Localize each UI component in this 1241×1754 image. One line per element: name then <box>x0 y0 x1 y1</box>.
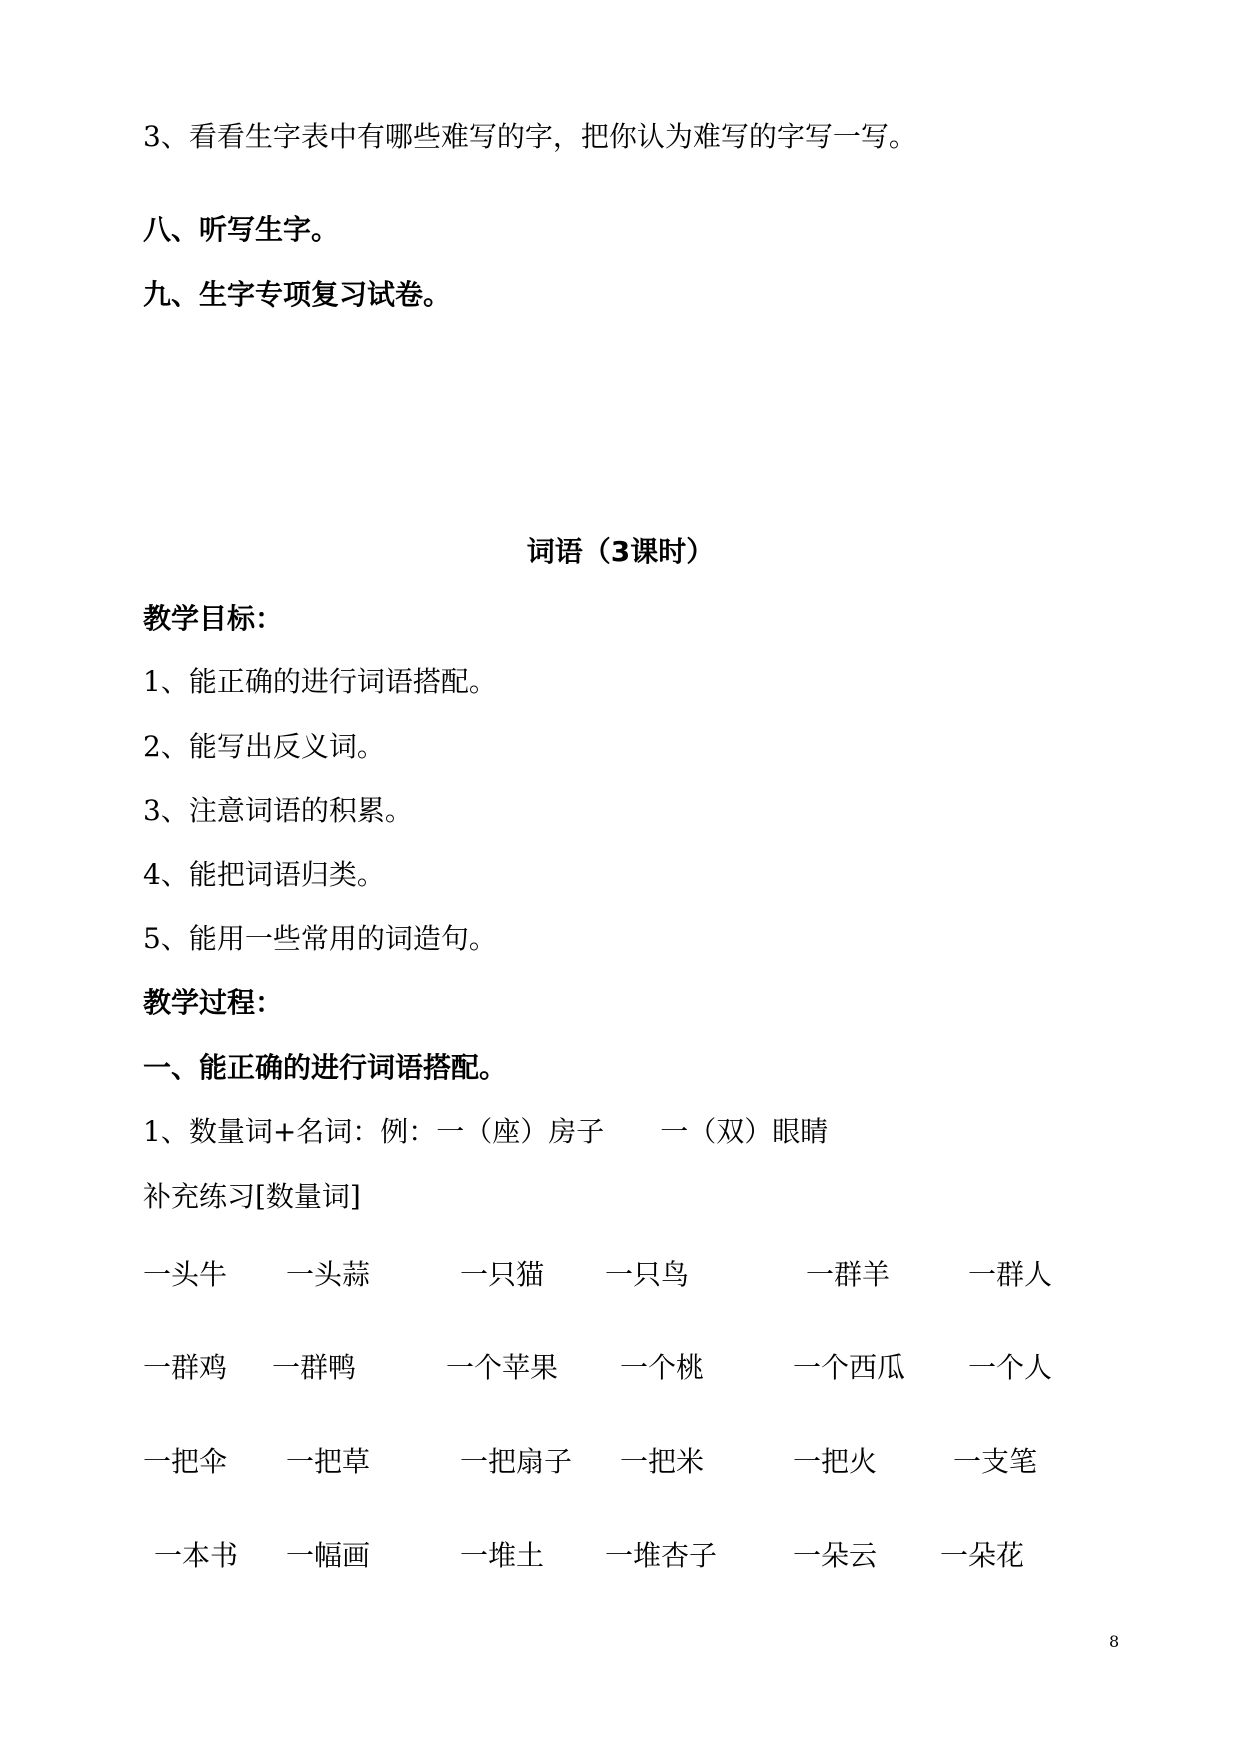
word-item: 一把扇子 <box>460 1445 573 1478</box>
goals-heading: 教学目标： <box>143 602 284 635</box>
instruction-item-3: 3、看看生字表中有哪些难写的字，把你认为难写的字写一写。 <box>143 120 917 153</box>
lesson-title: 词语（3课时） <box>526 535 715 568</box>
goal-item: 3、注意词语的积累。 <box>143 794 413 827</box>
word-item: 一个苹果 <box>446 1351 559 1384</box>
word-item: 一头蒜 <box>286 1258 371 1291</box>
word-item: 一堆土 <box>460 1539 545 1572</box>
word-item: 一把伞 <box>143 1445 228 1478</box>
word-item: 一头牛 <box>143 1258 228 1291</box>
word-item: 一把火 <box>793 1445 878 1478</box>
word-item: 一个桃 <box>620 1351 705 1384</box>
word-item: 一群人 <box>968 1258 1053 1291</box>
section-heading-1: 一、能正确的进行词语搭配。 <box>143 1051 508 1084</box>
page-number: 8 <box>1109 1632 1120 1651</box>
word-item: 一个西瓜 <box>793 1351 906 1384</box>
section-heading-9: 九、生字专项复习试卷。 <box>143 278 452 311</box>
word-item: 一本书 <box>154 1539 239 1572</box>
word-item: 一群鸭 <box>272 1351 357 1384</box>
word-item: 一支笔 <box>953 1445 1038 1478</box>
word-item: 一把米 <box>620 1445 705 1478</box>
word-item: 一只猫 <box>460 1258 545 1291</box>
word-item: 一把草 <box>286 1445 371 1478</box>
word-item: 一个人 <box>968 1351 1053 1384</box>
word-item: 一群羊 <box>806 1258 891 1291</box>
word-item: 一朵花 <box>940 1539 1025 1572</box>
section-heading-8: 八、听写生字。 <box>143 213 340 246</box>
goal-item: 5、能用一些常用的词造句。 <box>143 922 497 955</box>
word-item: 一幅画 <box>286 1539 371 1572</box>
word-item: 一朵云 <box>793 1539 878 1572</box>
example-line: 1、数量词+名词：例：一（座）房子 一（双）眼睛 <box>143 1115 829 1148</box>
goal-item: 1、能正确的进行词语搭配。 <box>143 665 497 698</box>
word-item: 一群鸡 <box>143 1351 228 1384</box>
process-heading: 教学过程： <box>143 986 284 1019</box>
practice-label: 补充练习[数量词] <box>143 1180 361 1213</box>
goal-item: 2、能写出反义词。 <box>143 730 385 763</box>
word-item: 一只鸟 <box>605 1258 690 1291</box>
word-item: 一堆杏子 <box>605 1539 718 1572</box>
goal-item: 4、能把词语归类。 <box>143 858 385 891</box>
